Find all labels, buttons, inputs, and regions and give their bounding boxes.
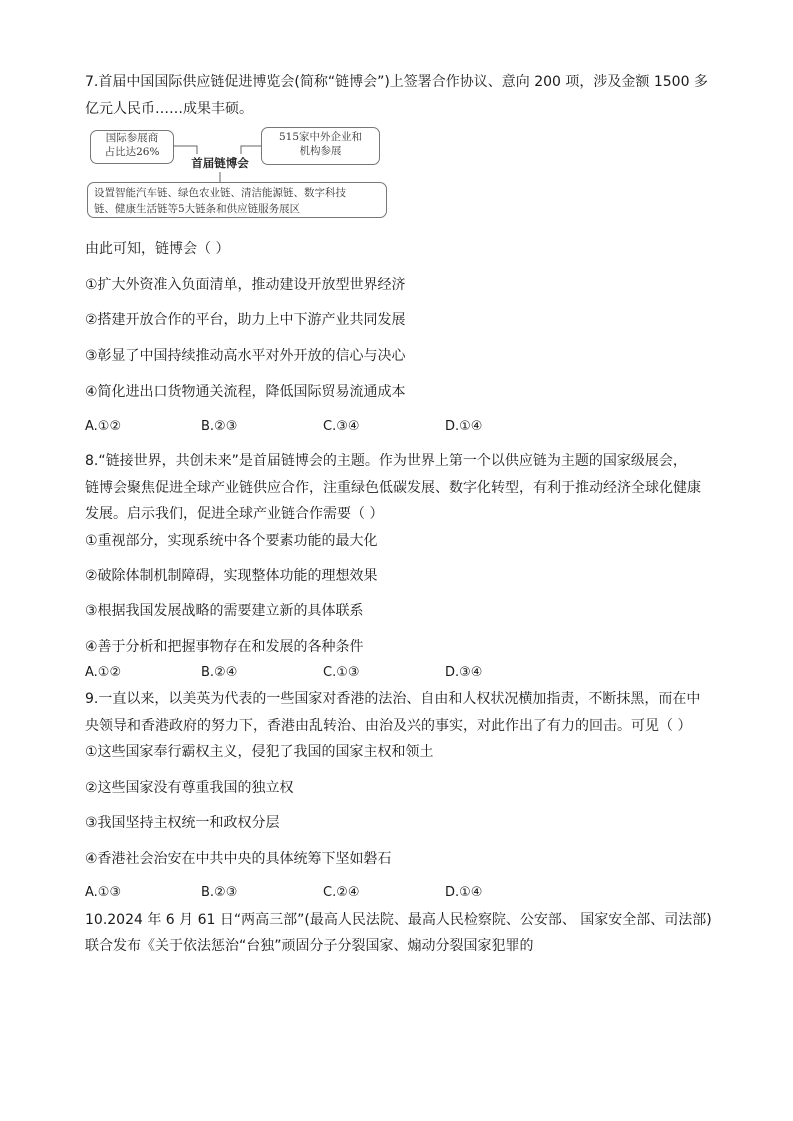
q9-item-1: ①这些国家奉行霸权主义，侵犯了我国的国家主权和领土	[85, 744, 434, 760]
diagram-box-text: 国际参展商	[105, 132, 159, 144]
option-d[interactable]: D.①④	[445, 885, 483, 900]
option-c[interactable]: C.②④	[323, 885, 360, 900]
q8-item-1: ①重视部分，实现系统中各个要素功能的最大化	[85, 533, 378, 549]
option-a[interactable]: A.①②	[85, 419, 122, 434]
q7-item-4: ④简化进出口货物通关流程，降低国际贸易流通成本	[85, 384, 406, 400]
q7-stem-line1: 7.首届中国国际供应链促进博览会(简称“链博会”)上签署合作协议、意向 200 项，涉及金额 1500 多	[85, 74, 708, 90]
q7-item-1: ①扩大外资准入负面清单，推动建设开放型世界经济	[85, 277, 406, 293]
q8-stem-line3: 发展。启示我们，促进全球产业链合作需要（ ）	[85, 506, 384, 522]
q9-stem-line2: 央领导和香港政府的努力下，香港由乱转治、由治及兴的事实，对此作出了有力的回击。可见（ ）	[85, 718, 692, 734]
q7-stem-line2: 亿元人民币……成果丰硕。	[85, 101, 253, 117]
diagram-box-text: 链、健康生活链等5大链条和供应链服务展区	[94, 203, 301, 215]
option-c[interactable]: C.③④	[323, 419, 360, 434]
q7-diagram	[85, 124, 390, 224]
option-d[interactable]: D.③④	[445, 665, 483, 680]
diagram-box-exhibitors-count	[261, 127, 380, 165]
q9-item-3: ③我国坚持主权统一和政权分层	[85, 815, 280, 831]
diagram-box-text: 设置智能汽车链、绿色农业链、清洁能源链、数字科技	[94, 187, 346, 199]
q8-item-2: ②破除体制机制障碍，实现整体功能的理想效果	[85, 568, 378, 584]
diagram-box-exhibitors-share	[90, 130, 174, 164]
q7-item-3: ③彰显了中国持续推动高水平对外开放的信心与决心	[85, 348, 406, 364]
q9-stem-line1: 9.一直以来，以美英为代表的一些国家对香港的法治、自由和人权状况横加指责，不断抹黑，而在中	[85, 691, 701, 707]
q8-item-3: ③根据我国发展战略的需要建立新的具体联系	[85, 603, 364, 619]
option-b[interactable]: B.②④	[201, 665, 238, 680]
q9-item-2: ②这些国家没有尊重我国的独立权	[85, 780, 294, 796]
q10-stem-line1: 10.2024 年 6 月 61 日“两高三部”(最高人民法院、最高人民检察院、公安部、 国家安全部、司法部)	[85, 912, 712, 928]
q7-item-2: ②搭建开放合作的平台，助力上中下游产业共同发展	[85, 312, 406, 328]
q7-question: 由此可知，链博会（ ）	[85, 241, 230, 257]
diagram-box-exhibition-areas	[87, 182, 387, 218]
option-a[interactable]: A.①③	[85, 885, 122, 900]
option-b[interactable]: B.②③	[201, 885, 238, 900]
diagram-center-label: 首届链博会	[191, 156, 249, 170]
diagram-box-text: 机构参展	[299, 145, 342, 157]
diagram-box-text: 515家中外企业和	[278, 131, 363, 143]
option-b[interactable]: B.②③	[201, 419, 238, 434]
diagram-box-text: 占比达26%	[104, 146, 160, 158]
q8-stem-line1: 8.“链接世界，共创未来”是首届链博会的主题。作为世界上第一个以供应链为主题的国家级展会，	[85, 453, 687, 469]
option-a[interactable]: A.①②	[85, 665, 122, 680]
option-d[interactable]: D.①④	[445, 419, 483, 434]
q9-item-4: ④香港社会治安在中共中央的具体统筹下坚如磐石	[85, 851, 392, 867]
q10-stem-line2: 联合发布《关于依法惩治“台独”顽固分子分裂国家、煽动分裂国家犯罪的	[85, 938, 534, 954]
option-c[interactable]: C.①③	[323, 665, 360, 680]
q8-stem-line2: 链博会聚焦促进全球产业链供应合作，注重绿色低碳发展、数字化转型，有利于推动经济全球化健康	[85, 480, 701, 496]
q8-item-4: ④善于分析和把握事物存在和发展的各种条件	[85, 639, 364, 655]
